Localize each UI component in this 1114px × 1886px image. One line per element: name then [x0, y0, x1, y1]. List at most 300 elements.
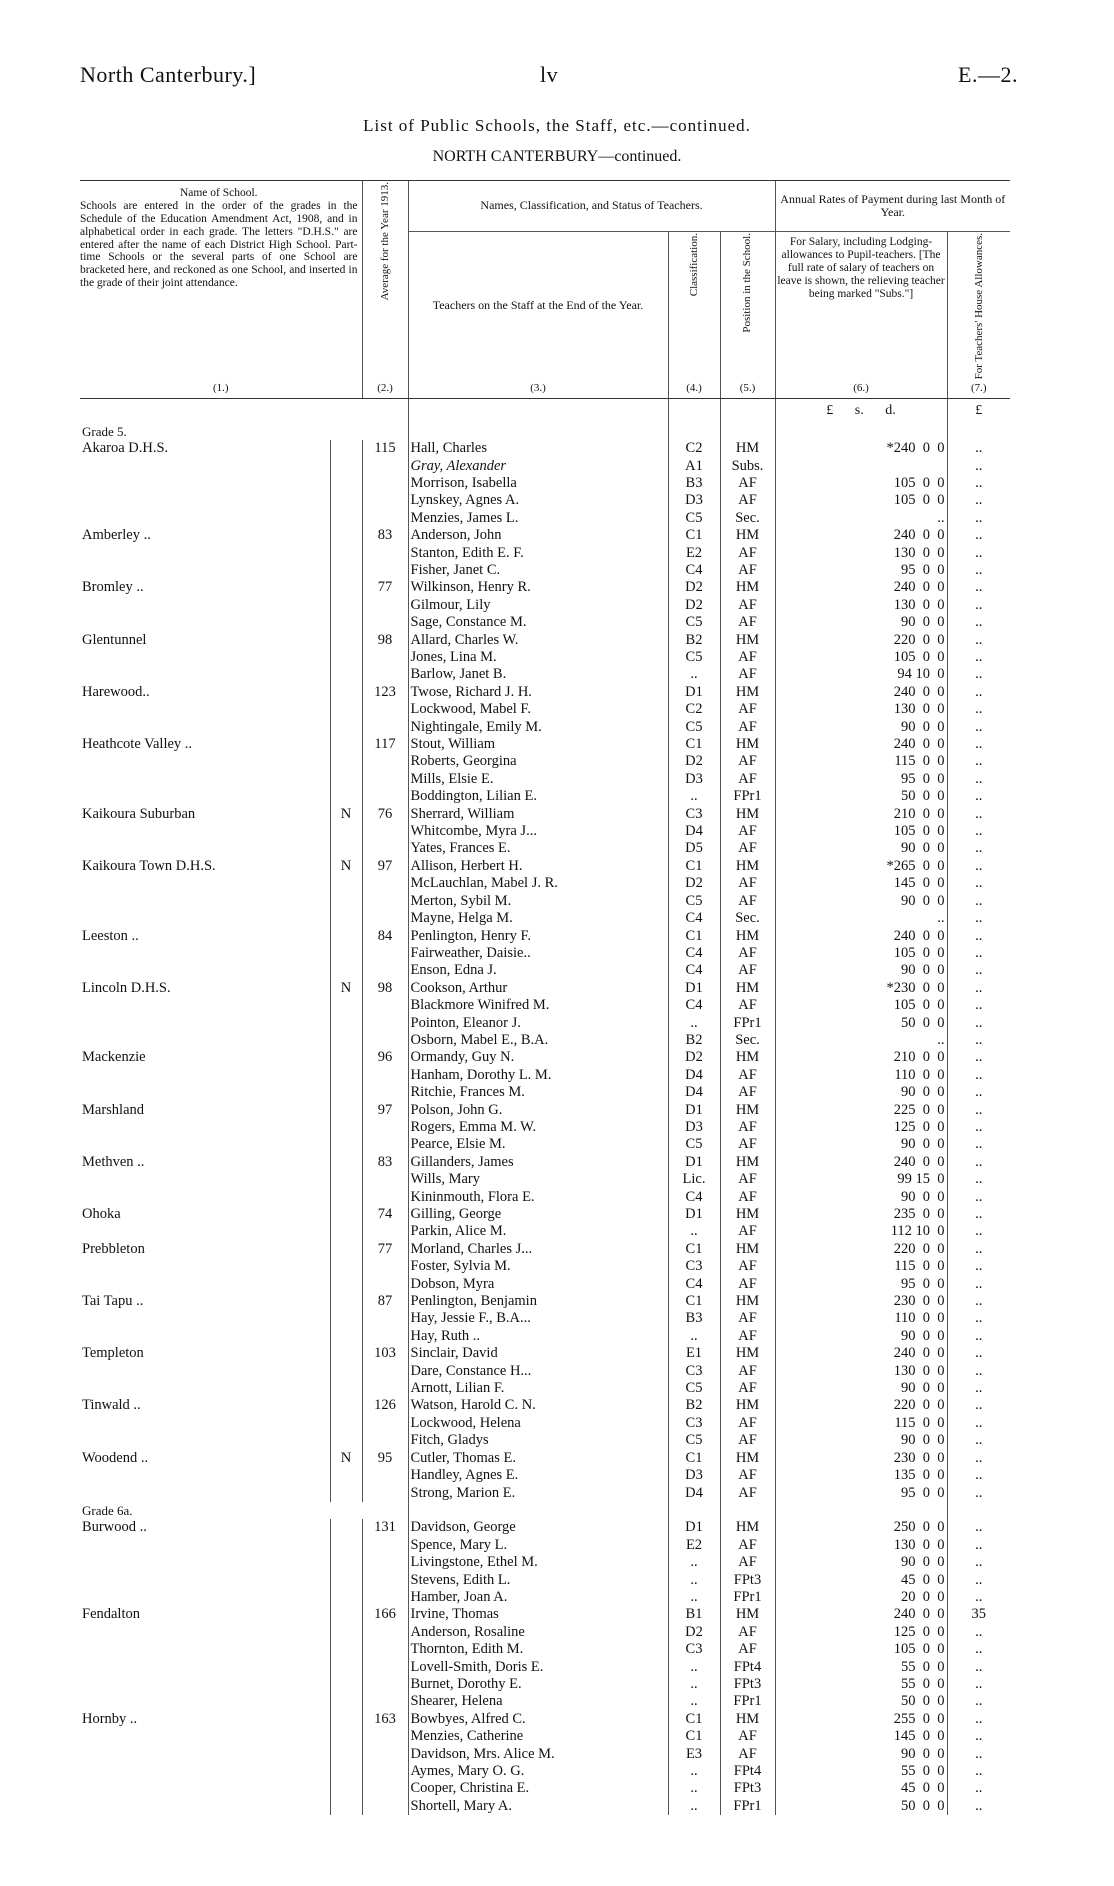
teacher-name: Polson, John G. — [408, 1102, 668, 1119]
table-row — [80, 1223, 1010, 1240]
teacher-name: Pearce, Elsie M. — [408, 1136, 668, 1153]
school-flag — [330, 527, 362, 544]
school-name — [80, 1676, 330, 1693]
school-flag — [330, 1067, 362, 1084]
teacher-name: Osborn, Mabel E., B.A. — [408, 1032, 668, 1049]
average-attendance — [362, 1258, 408, 1275]
average-attendance — [362, 492, 408, 509]
average-attendance — [362, 753, 408, 770]
average-attendance: 77 — [362, 1241, 408, 1258]
classification: C2 — [668, 701, 720, 718]
house-allowance: .. — [947, 1345, 1010, 1362]
position: AF — [720, 753, 775, 770]
position: AF — [720, 1119, 775, 1136]
average-attendance — [362, 701, 408, 718]
salary: 50 0 0 — [775, 1015, 947, 1032]
teacher-name: Pointon, Eleanor J. — [408, 1015, 668, 1032]
position: HM — [720, 1450, 775, 1467]
salary-column-header: For Salary, including Lodging-allowances to Pupil-teachers. [The full rate of salary of teachers on leave is shown, the relieving teacher being marked "Subs."] — [775, 232, 947, 381]
school-name — [80, 1189, 330, 1206]
school-flag — [330, 1293, 362, 1310]
position: HM — [720, 1293, 775, 1310]
house-allowance: .. — [947, 1067, 1010, 1084]
position: HM — [720, 928, 775, 945]
school-name — [80, 545, 330, 562]
average-attendance — [362, 666, 408, 683]
table-row — [80, 1189, 1010, 1206]
house-allowance: .. — [947, 1380, 1010, 1397]
school-name — [80, 1084, 330, 1101]
average-column-title: Average for the Year 1913. — [378, 182, 391, 301]
school-flag — [330, 1798, 362, 1815]
table-row — [80, 1467, 1010, 1484]
table-row — [80, 1432, 1010, 1449]
school-name — [80, 1589, 330, 1606]
school-flag — [330, 1641, 362, 1658]
house-allowance: .. — [947, 858, 1010, 875]
salary: 90 0 0 — [775, 1432, 947, 1449]
classification: C1 — [668, 1728, 720, 1745]
school-flag — [330, 475, 362, 492]
school-flag: N — [330, 806, 362, 823]
position: HM — [720, 1711, 775, 1728]
average-attendance — [362, 1328, 408, 1345]
school-flag — [330, 1746, 362, 1763]
average-attendance: 131 — [362, 1519, 408, 1536]
salary: 90 0 0 — [775, 840, 947, 857]
table-row — [80, 753, 1010, 770]
average-attendance: 98 — [362, 632, 408, 649]
school-name — [80, 1328, 330, 1345]
school-name — [80, 1641, 330, 1658]
school-flag — [330, 893, 362, 910]
position: HM — [720, 858, 775, 875]
teacher-name: Strong, Marion E. — [408, 1485, 668, 1502]
teacher-name: Barlow, Janet B. — [408, 666, 668, 683]
salary: 45 0 0 — [775, 1780, 947, 1797]
school-name — [80, 1136, 330, 1153]
average-attendance — [362, 597, 408, 614]
salary: 55 0 0 — [775, 1659, 947, 1676]
school-flag — [330, 1363, 362, 1380]
house-allowance: .. — [947, 684, 1010, 701]
average-attendance: 166 — [362, 1606, 408, 1623]
classification: C1 — [668, 527, 720, 544]
school-flag — [330, 1606, 362, 1623]
salary: 240 0 0 — [775, 1606, 947, 1623]
teacher-name: Hamber, Joan A. — [408, 1589, 668, 1606]
house-allowance: .. — [947, 1223, 1010, 1240]
school-name — [80, 1624, 330, 1641]
table-row — [80, 1624, 1010, 1641]
position: AF — [720, 545, 775, 562]
position: FPt3 — [720, 1676, 775, 1693]
position: AF — [720, 875, 775, 892]
position: AF — [720, 649, 775, 666]
house-allowance: .. — [947, 1084, 1010, 1101]
teacher-name: Rogers, Emma M. W. — [408, 1119, 668, 1136]
teacher-name: Shearer, Helena — [408, 1693, 668, 1710]
table-row — [80, 1798, 1010, 1815]
list-title: List of Public Schools, the Staff, etc.—continued. — [363, 116, 751, 135]
classification: C5 — [668, 614, 720, 631]
house-allowance: .. — [947, 823, 1010, 840]
school-name — [80, 597, 330, 614]
average-attendance — [362, 1798, 408, 1815]
table-row — [80, 1171, 1010, 1188]
table-row — [80, 492, 1010, 509]
average-attendance — [362, 893, 408, 910]
table-row — [80, 1450, 1010, 1467]
school-name — [80, 1067, 330, 1084]
school-flag — [330, 771, 362, 788]
position: AF — [720, 771, 775, 788]
house-allowance: .. — [947, 719, 1010, 736]
teacher-name: Sage, Constance M. — [408, 614, 668, 631]
teacher-name: Ormandy, Guy N. — [408, 1049, 668, 1066]
teacher-name: Lockwood, Helena — [408, 1415, 668, 1432]
table-row — [80, 719, 1010, 736]
classification: A1 — [668, 458, 720, 475]
teacher-name: Penlington, Benjamin — [408, 1293, 668, 1310]
salary: 105 0 0 — [775, 492, 947, 509]
school-column-note: Schools are entered in the order of the grades in the Schedule of the Education Amendment Act, 1908, and in alphabetical order in each grade. The letters "D.H.S." are entered after the name of each District High School. Part-time Schools or the several parts of one School are bracketed here, and reckoned as one School, and inserted in the grade of their joint attendance. — [80, 199, 358, 290]
table-row — [80, 1084, 1010, 1101]
table-row — [80, 736, 1010, 753]
salary: 240 0 0 — [775, 579, 947, 596]
classification: C4 — [668, 910, 720, 927]
house-allowance: .. — [947, 1554, 1010, 1571]
salary: 95 0 0 — [775, 1276, 947, 1293]
position: AF — [720, 997, 775, 1014]
school-flag — [330, 840, 362, 857]
house-allowance: .. — [947, 1537, 1010, 1554]
names-group-header: Names, Classification, and Status of Teachers. — [408, 181, 775, 232]
school-flag — [330, 562, 362, 579]
table-row — [80, 1641, 1010, 1658]
position: AF — [720, 1363, 775, 1380]
position: HM — [720, 736, 775, 753]
school-flag — [330, 1154, 362, 1171]
school-flag — [330, 1589, 362, 1606]
salary: 110 0 0 — [775, 1310, 947, 1327]
col-number-1: (1.) — [80, 380, 362, 398]
classification: D3 — [668, 771, 720, 788]
position: AF — [720, 597, 775, 614]
school-name — [80, 562, 330, 579]
table-row — [80, 788, 1010, 805]
school-flag — [330, 1171, 362, 1188]
teacher-name: Mayne, Helga M. — [408, 910, 668, 927]
school-flag — [330, 875, 362, 892]
school-flag — [330, 1572, 362, 1589]
classification: C2 — [668, 440, 720, 457]
house-allowance: .. — [947, 1049, 1010, 1066]
school-flag — [330, 1467, 362, 1484]
position: AF — [720, 1380, 775, 1397]
house-allowance: .. — [947, 1032, 1010, 1049]
school-flag — [330, 719, 362, 736]
position: FPr1 — [720, 1589, 775, 1606]
classification: D4 — [668, 1084, 720, 1101]
school-name: Woodend .. — [82, 1449, 149, 1466]
school-name: Marshland — [82, 1101, 145, 1118]
position: AF — [720, 1554, 775, 1571]
teacher-name: Parkin, Alice M. — [408, 1223, 668, 1240]
table-row — [80, 928, 1010, 945]
average-attendance — [362, 1728, 408, 1745]
table-row — [80, 1015, 1010, 1032]
average-attendance — [362, 1467, 408, 1484]
average-attendance — [362, 771, 408, 788]
school-name: Ohoka — [82, 1206, 121, 1223]
teacher-name: Morland, Charles J... — [408, 1241, 668, 1258]
house-allowance: .. — [947, 1015, 1010, 1032]
school-flag — [330, 510, 362, 527]
house-allowance: .. — [947, 1485, 1010, 1502]
school-name — [80, 1276, 330, 1293]
classification: .. — [668, 1659, 720, 1676]
house-allowance: .. — [947, 632, 1010, 649]
average-attendance: 76 — [362, 806, 408, 823]
teacher-name: Allard, Charles W. — [408, 632, 668, 649]
annual-group-header: Annual Rates of Payment during last Month of Year. — [775, 181, 1010, 232]
running-header-left: North Canterbury.] — [80, 62, 257, 87]
average-attendance — [362, 1136, 408, 1153]
salary: 230 0 0 — [775, 1450, 947, 1467]
average-attendance — [362, 510, 408, 527]
school-flag — [330, 458, 362, 475]
position: AF — [720, 719, 775, 736]
school-name: Burwood .. — [82, 1519, 147, 1536]
school-name — [80, 649, 330, 666]
teacher-name: Twose, Richard J. H. — [408, 684, 668, 701]
position: HM — [720, 440, 775, 457]
average-attendance — [362, 1624, 408, 1641]
school-name — [80, 1693, 330, 1710]
classification: D2 — [668, 1049, 720, 1066]
house-allowance: .. — [947, 1728, 1010, 1745]
col-number-7: (7.) — [947, 380, 1010, 398]
table-row — [80, 823, 1010, 840]
salary: 115 0 0 — [775, 1415, 947, 1432]
classification: C3 — [668, 1415, 720, 1432]
school-name — [80, 1485, 330, 1502]
average-attendance — [362, 1780, 408, 1797]
teacher-name: Davidson, George — [408, 1519, 668, 1536]
salary: .. — [775, 910, 947, 927]
table-row — [80, 1293, 1010, 1310]
classification: D1 — [668, 1519, 720, 1536]
school-flag — [330, 492, 362, 509]
school-flag — [330, 736, 362, 753]
average-attendance — [362, 1415, 408, 1432]
position: AF — [720, 840, 775, 857]
table-row — [80, 1537, 1010, 1554]
salary: 105 0 0 — [775, 475, 947, 492]
school-flag — [330, 1102, 362, 1119]
school-name — [80, 840, 330, 857]
classification: C1 — [668, 1241, 720, 1258]
position: AF — [720, 1485, 775, 1502]
salary: 220 0 0 — [775, 1397, 947, 1414]
salary: 55 0 0 — [775, 1763, 947, 1780]
school-name — [80, 1380, 330, 1397]
school-name — [80, 1798, 330, 1815]
school-name: Leeston .. — [82, 927, 139, 944]
teacher-name: Jones, Lina M. — [408, 649, 668, 666]
school-flag — [330, 1276, 362, 1293]
table-row — [80, 1032, 1010, 1049]
teacher-name: Morrison, Isabella — [408, 475, 668, 492]
col-number-5: (5.) — [720, 380, 775, 398]
school-flag — [330, 1328, 362, 1345]
table-row — [80, 458, 1010, 475]
average-attendance — [362, 910, 408, 927]
teacher-name: Gray, Alexander — [408, 458, 668, 475]
house-allowance: .. — [947, 1519, 1010, 1536]
classification: E1 — [668, 1345, 720, 1362]
house-allowance: .. — [947, 475, 1010, 492]
school-flag — [330, 962, 362, 979]
salary: 95 0 0 — [775, 562, 947, 579]
table-row — [80, 1572, 1010, 1589]
average-attendance: 98 — [362, 980, 408, 997]
house-allowance: .. — [947, 579, 1010, 596]
classification: .. — [668, 1015, 720, 1032]
classification: C5 — [668, 649, 720, 666]
classification: .. — [668, 788, 720, 805]
table-row — [80, 475, 1010, 492]
teacher-name: Fisher, Janet C. — [408, 562, 668, 579]
table-row — [80, 1728, 1010, 1745]
school-name: Bromley .. — [82, 579, 144, 596]
position: AF — [720, 893, 775, 910]
house-allowance: .. — [947, 492, 1010, 509]
average-attendance — [362, 945, 408, 962]
grade-row — [80, 423, 1010, 440]
teacher-name: Stanton, Edith E. F. — [408, 545, 668, 562]
salary: 94 10 0 — [775, 666, 947, 683]
house-allowance: .. — [947, 980, 1010, 997]
position: AF — [720, 1189, 775, 1206]
average-column-header — [362, 181, 408, 381]
average-attendance — [362, 1589, 408, 1606]
table-row — [80, 945, 1010, 962]
salary: 230 0 0 — [775, 1293, 947, 1310]
salary: 210 0 0 — [775, 1049, 947, 1066]
average-attendance — [362, 719, 408, 736]
teacher-name: Penlington, Henry F. — [408, 928, 668, 945]
average-attendance — [362, 1084, 408, 1101]
teacher-name: Handley, Agnes E. — [408, 1467, 668, 1484]
salary: 110 0 0 — [775, 1067, 947, 1084]
school-name: Akaroa D.H.S. — [82, 440, 169, 457]
table-row — [80, 510, 1010, 527]
classification: B2 — [668, 632, 720, 649]
average-attendance — [362, 1276, 408, 1293]
average-attendance: 77 — [362, 579, 408, 596]
salary: 225 0 0 — [775, 1102, 947, 1119]
house-allowance: .. — [947, 1102, 1010, 1119]
teachers-column-header: Teachers on the Staff at the End of the Year. — [408, 232, 668, 381]
classification: .. — [668, 1763, 720, 1780]
house-allowance: .. — [947, 510, 1010, 527]
teacher-name: Burnet, Dorothy E. — [408, 1676, 668, 1693]
school-flag — [330, 1659, 362, 1676]
col-number-2: (2.) — [362, 380, 408, 398]
classification: D2 — [668, 579, 720, 596]
school-flag — [330, 1763, 362, 1780]
teacher-name: Davidson, Mrs. Alice M. — [408, 1746, 668, 1763]
school-name — [80, 1310, 330, 1327]
house-allowance: .. — [947, 458, 1010, 475]
teacher-name: Fairweather, Daisie.. — [408, 945, 668, 962]
school-flag — [330, 1049, 362, 1066]
school-name — [80, 458, 330, 475]
average-attendance: 123 — [362, 684, 408, 701]
school-name — [80, 701, 330, 718]
position: AF — [720, 1415, 775, 1432]
table-row — [80, 527, 1010, 544]
allowance-column-header — [947, 232, 1010, 381]
house-allowance: .. — [947, 1798, 1010, 1815]
empty-cell — [668, 423, 720, 440]
average-attendance — [362, 962, 408, 979]
classification: C4 — [668, 1276, 720, 1293]
school-name — [80, 1119, 330, 1136]
school-flag — [330, 545, 362, 562]
house-allowance: .. — [947, 1589, 1010, 1606]
col-number-4: (4.) — [668, 380, 720, 398]
table-row — [80, 1136, 1010, 1153]
average-attendance: 95 — [362, 1450, 408, 1467]
average-attendance — [362, 562, 408, 579]
table-row — [80, 1119, 1010, 1136]
table-row — [80, 614, 1010, 631]
teacher-name: Gillanders, James — [408, 1154, 668, 1171]
teacher-name: Watson, Harold C. N. — [408, 1397, 668, 1414]
house-allowance: .. — [947, 997, 1010, 1014]
table-row — [80, 1746, 1010, 1763]
average-attendance — [362, 1676, 408, 1693]
school-name — [80, 719, 330, 736]
average-attendance — [362, 788, 408, 805]
teacher-name: Spence, Mary L. — [408, 1537, 668, 1554]
house-allowance: .. — [947, 1693, 1010, 1710]
page-number: lv — [540, 62, 559, 87]
classification: D4 — [668, 1485, 720, 1502]
house-allowance: .. — [947, 1206, 1010, 1223]
position: AF — [720, 614, 775, 631]
house-allowance: .. — [947, 1780, 1010, 1797]
school-flag — [330, 1223, 362, 1240]
average-attendance: 83 — [362, 527, 408, 544]
position: FPr1 — [720, 1798, 775, 1815]
average-attendance — [362, 1015, 408, 1032]
school-name — [80, 893, 330, 910]
table-row — [80, 1049, 1010, 1066]
position: HM — [720, 1241, 775, 1258]
position: HM — [720, 1397, 775, 1414]
classification: D3 — [668, 1467, 720, 1484]
empty-cell — [947, 1502, 1010, 1519]
salary: 145 0 0 — [775, 875, 947, 892]
table-row — [80, 1415, 1010, 1432]
table-row — [80, 840, 1010, 857]
shilling-unit: s. — [854, 402, 864, 418]
table-row — [80, 893, 1010, 910]
